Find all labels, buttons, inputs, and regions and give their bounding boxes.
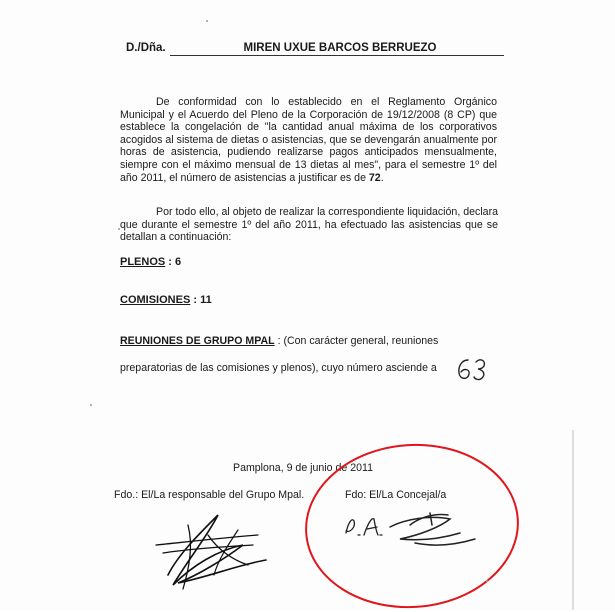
comisiones-label: COMISIONES: [120, 294, 191, 306]
plenos-line: [120, 256, 181, 268]
signature-label-councillor: Fdo: El/La Concejal/a: [345, 489, 447, 501]
declarant-name: MIREN UXUE BARCOS BERRUEZO: [243, 42, 437, 54]
plenos-sep: :: [165, 256, 176, 268]
paragraph-declaration-text: Por todo ello, al objeto de realizar la correspondiente liquidación, declara que durante el semestre 1º del año 2011, ha efectuado las asistencias que se detallan a continuación:: [120, 206, 498, 244]
plenos-label: PLENOS: [120, 256, 166, 268]
declarant-label: D./Dña.: [126, 42, 166, 54]
paragraph-regulation-text: De conformidad con lo establecido en el Reglamento Orgánico Municipal y el Acuerdo del Pleno de la Corporación de 19/12/2008 (8 CP) que establece la congelación de "la cantidad anual máxima de los corporativos acogidos al sistema de dietas o asistencias, que se devengarán anualmente por horas de asistencia, pudiendo realizarse pagos anticipados mensualmente, siempre con el máximo mensual de 13 dietas al mes", para el semestre 1º del año 2011, el número de asistencias a justificar es de: [120, 96, 497, 184]
plenos-value: 6: [175, 256, 182, 268]
scan-speck: [118, 228, 120, 230]
comisiones-line: [120, 294, 212, 306]
attendance-target-number: 72: [368, 171, 381, 184]
paragraph-declaration: [120, 206, 498, 244]
handwritten-63: [452, 354, 496, 384]
reuniones-line2: preparatorias de las comisiones y plenos), cuyo número asciende a: [120, 362, 437, 374]
paragraph-regulation: [120, 96, 497, 184]
group-signature: [148, 505, 278, 595]
signature-label-group: Fdo.: El/La responsable del Grupo Mpal.: [114, 489, 305, 501]
page-edge-shadow: [572, 430, 574, 610]
declarant-row: [126, 42, 504, 60]
scan-speck: [90, 404, 92, 406]
scan-speck: [486, 580, 488, 582]
paragraph-regulation-end: .: [380, 171, 384, 184]
highlight-circle: [300, 440, 525, 612]
date-place: Pamplona, 9 de junio de 2011: [233, 462, 373, 474]
comisiones-sep: :: [190, 294, 201, 306]
reuniones-label: REUNIONES DE GRUPO MPAL: [120, 335, 275, 347]
scan-speck: [206, 20, 208, 22]
declarant-underline: [170, 55, 504, 56]
comisiones-value: 11: [200, 294, 212, 306]
reuniones-line: [120, 334, 496, 348]
reuniones-text: : (Con carácter general, reuniones: [277, 335, 439, 347]
